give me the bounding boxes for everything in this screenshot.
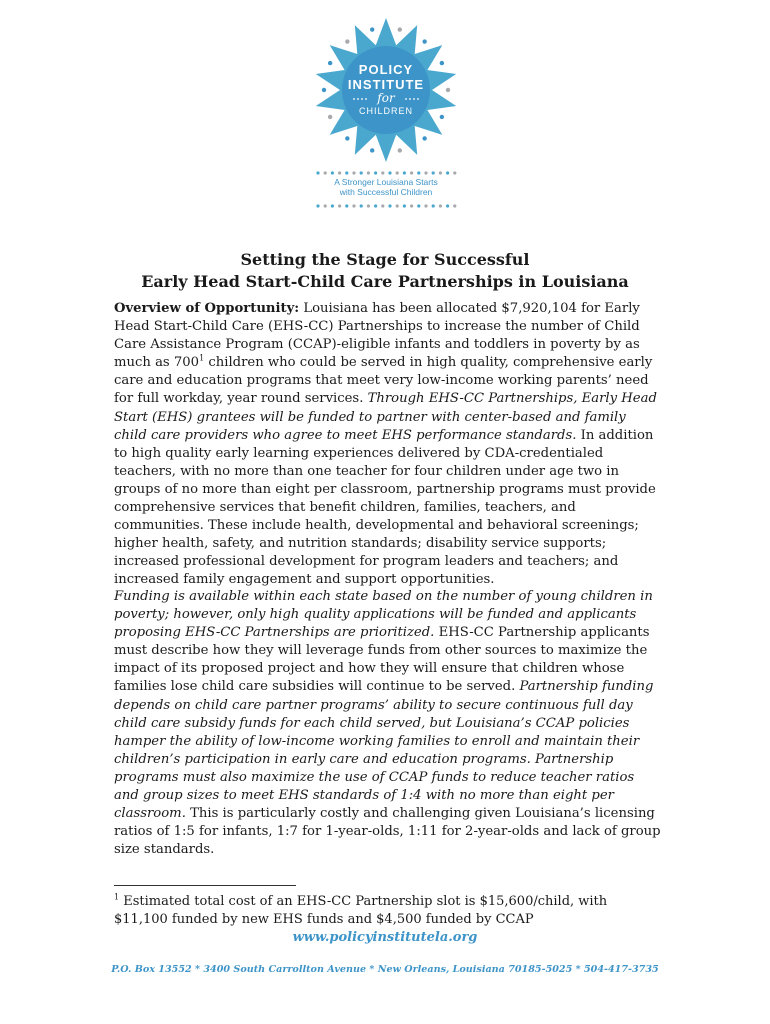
logo-text-institute: INSTITUTE (347, 77, 425, 92)
footer-address: P.O. Box 13552 * 3400 South Carrollton Avenue * New Orleans, Louisiana 70185-5025 * 504-417-3735 (111, 964, 659, 975)
logo-text-for: for (377, 91, 395, 105)
logo-text-policy: POLICY (358, 62, 414, 77)
footnote-reference: 1 (199, 353, 205, 363)
logo-tagline-1: A Stronger Louisiana Starts (334, 177, 438, 187)
funding-text-italic-2: Partnership funding depends on child care partner programs’ ability to secure continuous full day child care subsidy funds for each child served, but Louisiana’s CCAP policies hamper the ability of low-income working families to enroll and maintain their children’s participation in early care and education programs. Partnership programs must also maximize the use of CCAP funds to reduce teacher ratios and group sizes to meet EHS standards of 1:4 with no more than eight per classroom. (114, 679, 654, 822)
overview-text-3: In addition to high quality early learning experiences delivered by CDA-credentialed teachers, with no more than one teacher for four children under age two in groups of no more than eight per classroom, partnership programs must provide comprehensive services that benefit children, families, teachers, and communities. These include health, developmental and behavioral screenings; higher health, safety, and nutrition standards; disability service supports; increased professional development for program leaders and teachers; and increased family engagement and support opportunities. (114, 427, 656, 588)
document-title-line-1: Setting the Stage for Successful (240, 250, 530, 269)
document-title-line-2: Early Head Start-Child Care Partnerships in Louisiana (141, 272, 629, 291)
overview-heading: Overview of Opportunity: (114, 301, 300, 316)
footnote-divider (114, 885, 296, 886)
website-link[interactable]: www.policyinstitutela.org (292, 930, 478, 945)
footnote-marker: 1 (114, 892, 120, 902)
funding-paragraph (114, 588, 662, 859)
overview-paragraph (114, 300, 662, 590)
funding-text-italic-1: Funding is available within each state based on the number of young children in poverty; however, only high quality applications will be funded and applicants proposing EHS-CC Partnerships are prioritized. (114, 589, 653, 641)
funding-text-1: EHS-CC Partnership applicants must describe how they will leverage funds from other sources to maximize the impact of its proposed project and how they will ensure that children whose families lose child care subsidies will continue to be served. (114, 625, 650, 695)
funding-text-2: This is particularly costly and challenging given Louisiana’s licensing ratios of 1:5 for infants, 1:7 for 1-year-olds, 1:11 for 2-year-olds and lack of group size standards. (114, 806, 661, 858)
overview-text-2: children who could be served in high quality, comprehensive early care and education programs that meet very low-income working parents’ need for full workday, year round services. (114, 355, 653, 407)
footnote-text: Estimated total cost of an EHS-CC Partnership slot is $15,600/child, with $11,100 funded by new EHS funds and $4,500 funded by CCAP (114, 894, 608, 927)
policy-institute-logo (310, 14, 462, 210)
logo-tagline-2: with Successful Children (339, 187, 433, 197)
overview-text-italic: Through EHS-CC Partnerships, Early Head Start (EHS) grantees will be funded to partner with center-based and family child care providers who agree to meet EHS performance standards. (114, 391, 657, 443)
overview-text-1: Louisiana has been allocated $7,920,104 for Early Head Start-Child Care (EHS-CC) Partnerships to increase the number of Child Care Assistance Program (CCAP)-eligible infants and toddlers in poverty by as much as 700 (114, 301, 640, 371)
footnote (114, 893, 662, 929)
logo-text-children: CHILDREN (358, 106, 414, 116)
